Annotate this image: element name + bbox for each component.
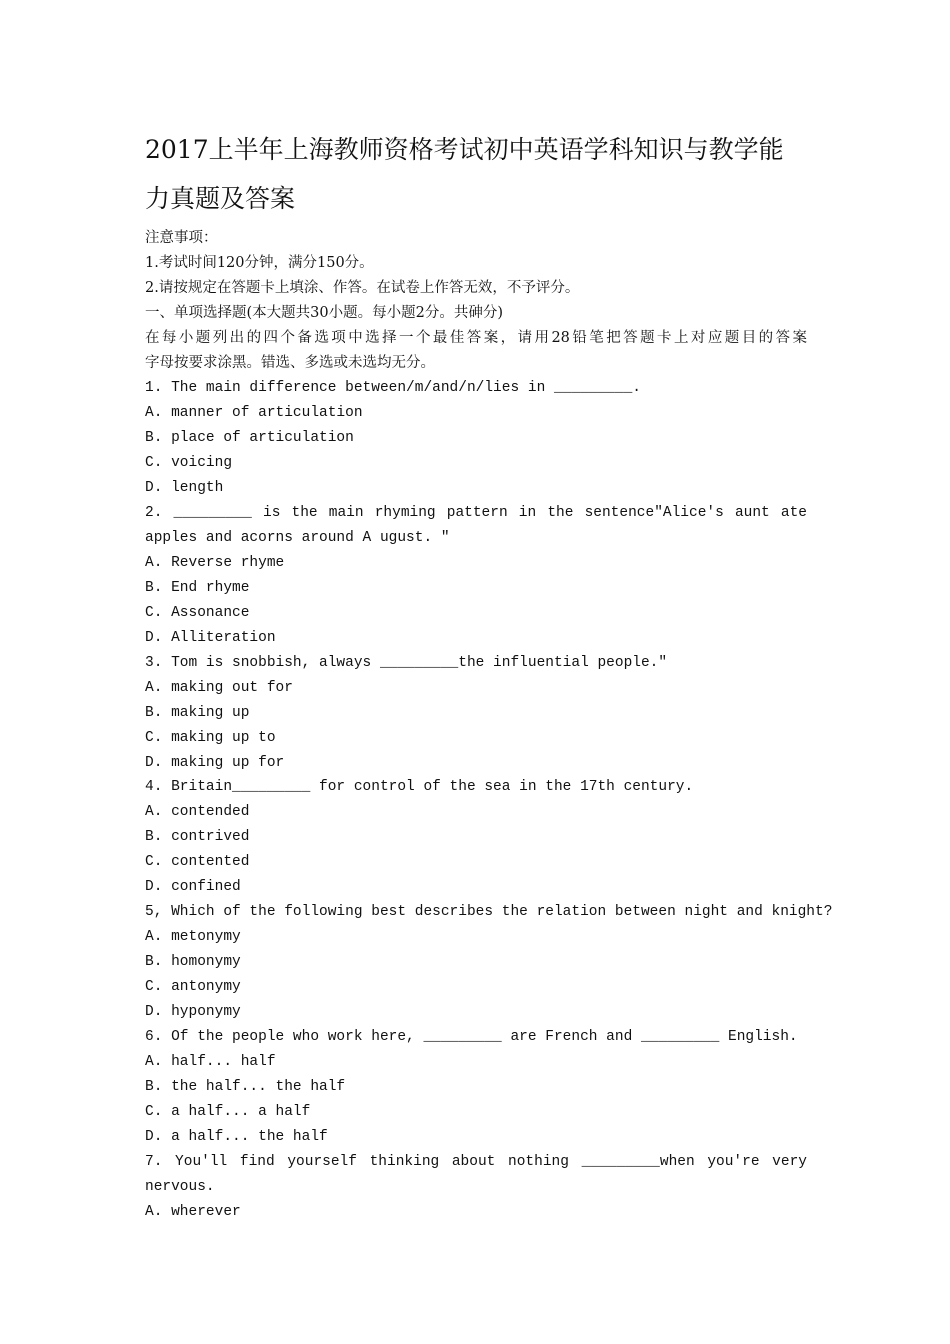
answer-option: C. contented <box>145 854 250 870</box>
instruction-line: 字母按要求涂黑。错选、多选或未选均无分。 <box>145 355 435 371</box>
answer-option: A. Reverse rhyme <box>145 555 285 571</box>
answer-option: D. confined <box>145 879 241 895</box>
question-stem: 5, Which of the following best describes the relation between night and knight? <box>145 904 833 920</box>
document-title-line2: 力真题及答案 <box>145 184 296 213</box>
notes-heading: 注意事项： <box>145 230 218 246</box>
question-stem: 1. The main difference between/m/and/n/lies in _________. <box>145 380 641 396</box>
question-stem: 2. _________ is the main rhyming pattern in the sentence"Alice's aunt ate <box>145 505 807 521</box>
answer-option: C. voicing <box>145 455 233 471</box>
question-stem: 6. Of the people who work here, _________ are French and _________ English. <box>145 1029 798 1045</box>
answer-option: C. making up to <box>145 730 276 746</box>
answer-option: D. hyponymy <box>145 1004 241 1020</box>
answer-option: A. metonymy <box>145 929 241 945</box>
question-stem: 7. You'll find yourself thinking about nothing _________when you're very <box>145 1154 807 1170</box>
answer-option: A. wherever <box>145 1204 241 1220</box>
answer-option: B. homonymy <box>145 954 241 970</box>
answer-option: B. contrived <box>145 829 250 845</box>
answer-option: B. place of articulation <box>145 430 354 446</box>
answer-option: B. the half... the half <box>145 1079 346 1095</box>
answer-option: C. Assonance <box>145 605 250 621</box>
question-stem: nervous. <box>145 1179 215 1195</box>
answer-option: D. making up for <box>145 755 285 771</box>
instruction-line: 在每小题列出的四个备选项中选择一个最佳答案，请用28铅笔把答题卡上对应题目的答案 <box>145 330 807 346</box>
section-heading: 一、单项选择题(本大题共30小题。每小题2分。共砷分) <box>145 305 503 321</box>
answer-option: A. half... half <box>145 1054 276 1070</box>
answer-option: D. Alliteration <box>145 630 276 646</box>
note-answer-rules: 2.请按规定在答题卡上填涂、作答。在试卷上作答无效，不予评分。 <box>145 280 580 296</box>
question-stem: apples and acorns around A ugust. " <box>145 530 450 546</box>
question-stem: 4. Britain_________ for control of the sea in the 17th century. <box>145 779 694 795</box>
question-stem: 3. Tom is snobbish, always _________the influential people." <box>145 655 668 671</box>
answer-option: A. contended <box>145 804 250 820</box>
note-time-limit: 1.考试时间120分钟，满分150分。 <box>145 255 374 271</box>
answer-option: D. length <box>145 480 224 496</box>
answer-option: A. manner of articulation <box>145 405 363 421</box>
answer-option: A. making out for <box>145 680 293 696</box>
answer-option: B. making up <box>145 705 250 721</box>
answer-option: D. a half... the half <box>145 1129 328 1145</box>
answer-option: B. End rhyme <box>145 580 250 596</box>
answer-option: C. antonymy <box>145 979 241 995</box>
answer-option: C. a half... a half <box>145 1104 311 1120</box>
document-title-line1: 2017上半年上海教师资格考试初中英语学科知识与教学能 <box>145 135 784 164</box>
